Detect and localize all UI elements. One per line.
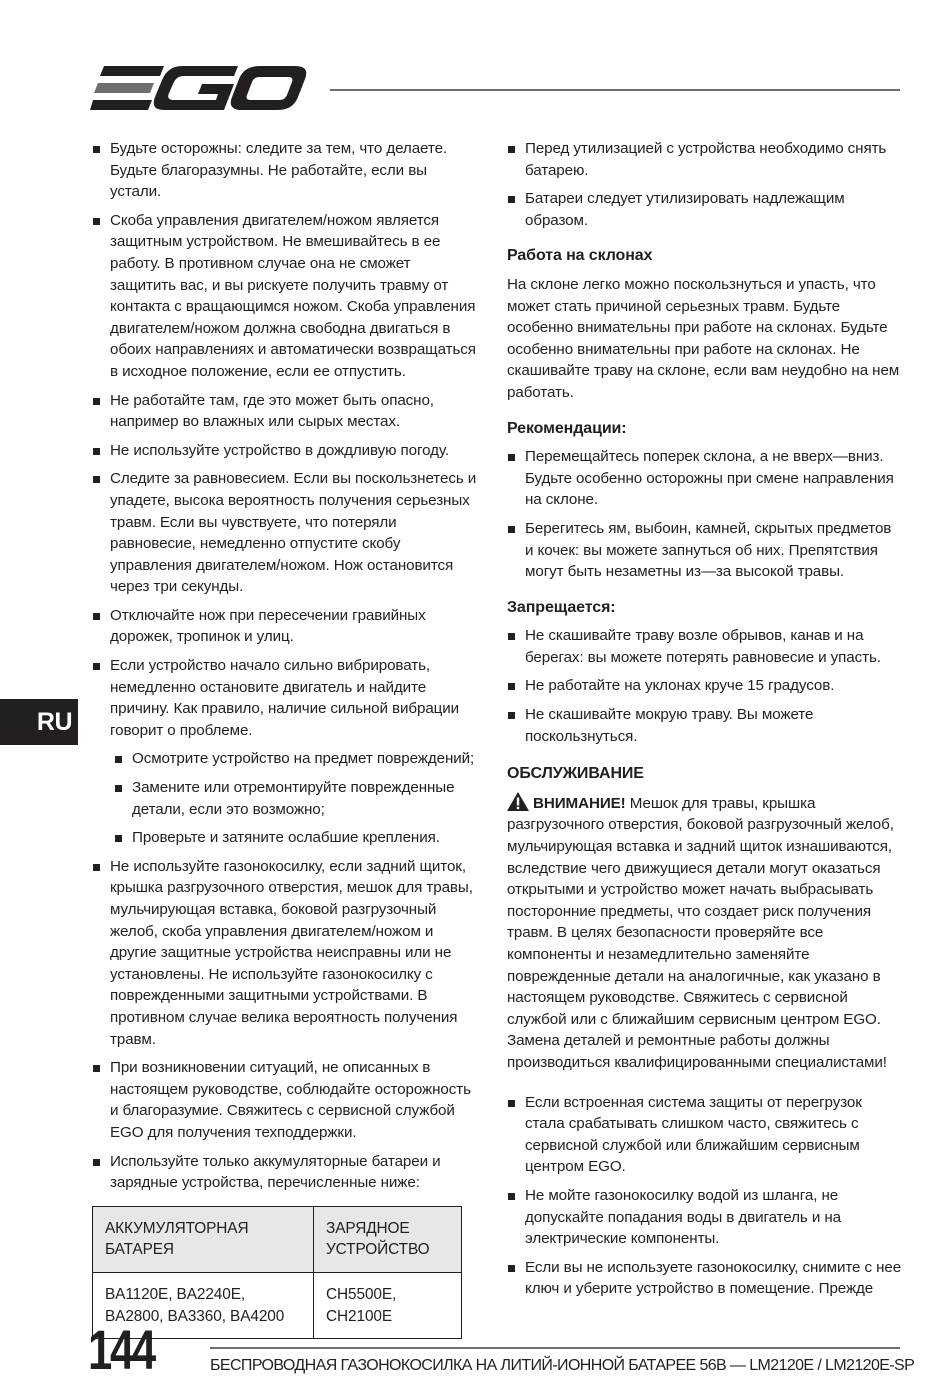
recommendations-bullets [507,446,902,583]
table-header-battery: АККУМУЛЯТОРНАЯ БАТАРЕЯ [93,1206,314,1272]
forbidden-bullets [507,625,902,747]
warning-triangle-icon [507,792,529,811]
page-header [90,60,900,120]
list-item-text: Если устройство начало сильно вибрировать, немедленно остановите двигатель и найдите причину. Как правило, наличие сильной вибрации говорит о проблеме. [110,657,460,739]
safety-bullets [92,138,477,1194]
list-item: При возникновении ситуаций, не описанных в настоящем руководстве, соблюдайте осторожность и благоразумие. Свяжитесь с сервисной службой EGO для получения техподдержки. [92,1057,477,1143]
table-cell-batteries: BA1120E, BA2240E, BA2800, BA3360, BA4200 [93,1272,314,1338]
list-item: Батареи следует утилизировать надлежащим образом. [507,188,902,231]
list-item: Не используйте газонокосилку, если задний щиток, крышка разгрузочного отверстия, мешок для травы, мульчирующая вставка, боковой разгрузочный желоб, скоба управления двигателем/ножом и другие защитные устройства неисправны или не установлены. Не используйте газонокосилку с поврежденными защитными устройствами. В противном случае велика вероятность получения травм. [92,856,477,1050]
footer-title: БЕСПРОВОДНАЯ ГАЗОНОКОСИЛКА НА ЛИТИЙ-ИОННОЙ БАТАРЕЕ 56В — LM2120E / LM2120E-SP [210,1357,915,1374]
list-item: Не мойте газонокосилку водой из шланга, не допускайте попадания воды в двигатель и на электрические компоненты. [507,1185,902,1250]
maintenance-heading: ОБСЛУЖИВАНИЕ [507,765,644,783]
list-item: Отключайте нож при пересечении гравийных дорожек, тропинок и улиц. [92,605,477,648]
warning-label: ВНИМАНИЕ! [533,794,626,812]
ego-logo [90,60,308,116]
disposal-bullets [507,138,902,231]
page-number: 144 [88,1318,154,1381]
vibration-sub-bullets [114,748,477,848]
recommendations-heading: Рекомендации: [507,419,627,437]
list-item: Не работайте на уклонах круче 15 градусов. [507,675,902,697]
list-item: Используйте только аккумуляторные батареи и зарядные устройства, перечисленные ниже: [92,1151,477,1194]
forbidden-heading: Запрещается: [507,598,616,616]
maintenance-bullets [507,1092,902,1300]
list-item: Если вы не используете газонокосилку, снимите с нее ключ и уберите устройство в помещение. Прежде [507,1257,902,1300]
sub-list-item: Осмотрите устройство на предмет повреждений; [114,748,477,770]
table-cell-chargers: CH5500E, CH2100E [314,1272,462,1338]
list-item [92,655,477,849]
list-item: Перед утилизацией с устройства необходимо снять батарею. [507,138,902,181]
language-tab: RU [0,699,78,745]
list-item: Скоба управления двигателем/ножом является защитным устройством. Не вмешивайтесь в ее работу. В противном случае она не сможет защитить вас, и вы рискуете получить травму от контакта с вращающимся ножом. Скоба управления двигателем/ножом должна свободна двигаться в обоих направлениях и автоматически возвращаться в исходное положение, если ее отпустить. [92,210,477,383]
footer-rule [210,1347,900,1349]
list-item: Не используйте устройство в дождливую погоду. [92,440,477,462]
warning-paragraph [507,792,902,1074]
warning-text: Мешок для травы, крышка разгрузочного отверстия, боковой разгрузочный желоб, мульчирующая вставка и задний щиток изнашиваются, вследствие чего движущиеся детали могут оказаться открытыми и устройство может начать выбрасывать посторонние предметы, что создает риск получения травм. В целях безопасности проверяйте все компоненты и незамедлительно заменяйте поврежденные детали на аналогичные, как указано в настоящем руководстве. Свяжитесь с сервисной службой или с ближайшим сервисным центром EGO. Замена деталей и ремонтные работы должны производиться квалифицированными специалистами! [507,794,894,1071]
list-item: Берегитесь ям, выбоин, камней, скрытых предметов и кочек: вы можете запнуться об них. Препятствия могут быть незаметны из—за высокой травы. [507,518,902,583]
list-item: Не скашивайте мокрую траву. Вы можете поскользнуться. [507,704,902,747]
list-item: Не работайте там, где это может быть опасно, например во влажных или сырых местах. [92,390,477,433]
sub-list-item: Замените или отремонтируйте поврежденные детали, если это возможно; [114,777,477,820]
slopes-heading: Работа на склонах [507,247,653,265]
list-item: Если встроенная система защиты от перегрузок стала срабатывать слишком часто, свяжитесь с сервисной службой или ближайшим сервисным центром EGO. [507,1092,902,1178]
header-rule [330,89,900,91]
list-item: Не скашивайте траву возле обрывов, канав и на берегах: вы можете потерять равновесие и упасть. [507,625,902,668]
table-header-charger: ЗАРЯДНОЕ УСТРОЙСТВО [314,1206,462,1272]
list-item: Перемещайтесь поперек склона, а не вверх—вниз. Будьте особенно осторожны при смене направления на склоне. [507,446,902,511]
list-item: Будьте осторожны: следите за тем, что делаете. Будьте благоразумны. Не работайте, если вы устали. [92,138,477,203]
table-header-row [93,1206,462,1272]
list-item: Следите за равновесием. Если вы поскользнетесь и упадете, высока вероятность получения серьезных травм. Если вы чувствуете, что потеряли равновесие, немедленно отпустите скобу управления двигателем/ножом. Нож остановится через три секунды. [92,468,477,598]
slopes-paragraph: На склоне легко можно поскользнуться и упасть, что может стать причиной серьезных травм. Будьте особенно внимательны при работе на склонах. Будьте особенно внимательны при работе на склонах. Не скашивайте траву на склоне, если вам неудобно на нем работать. [507,275,900,401]
left-column [92,138,477,1339]
right-column [507,138,902,1307]
sub-list-item: Проверьте и затяните ослабшие крепления. [114,827,477,849]
